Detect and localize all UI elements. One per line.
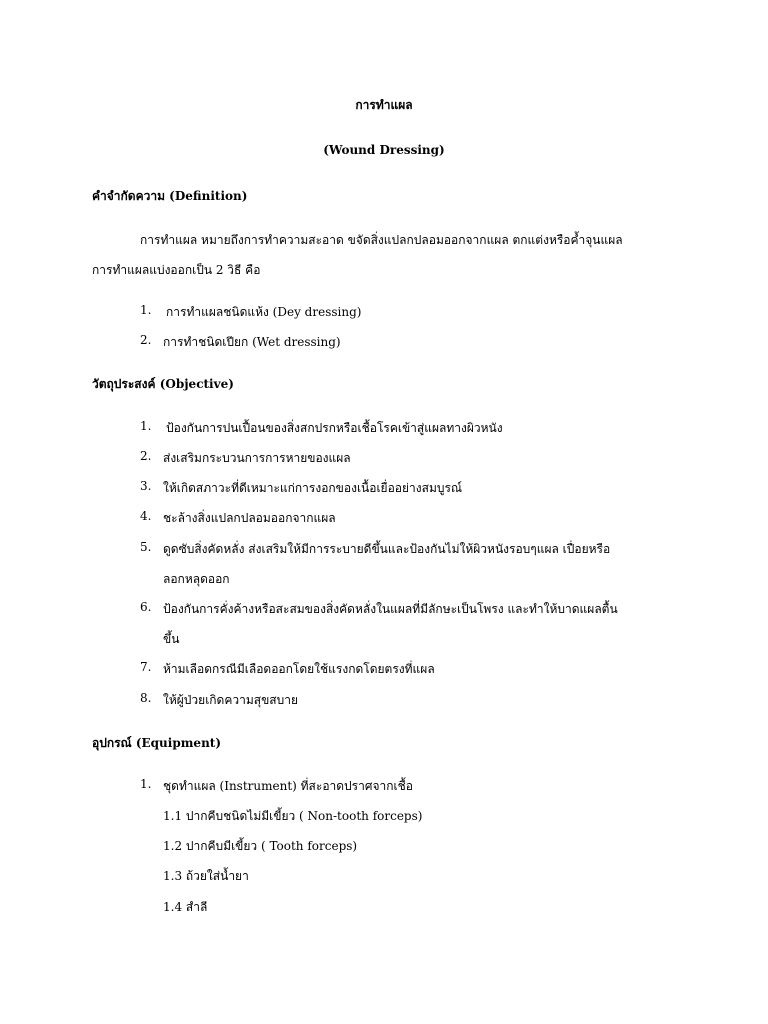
definition-paragraph-line2: การทำแผลแบ่งออกเป็น 2 วิธี คือ [92, 263, 261, 277]
objective-item-number: 4. [140, 509, 152, 523]
objective-item: ห้ามเลือดกรณีมีเลือดออกโดยใช้แรงกดโดยตรงที่แผล [163, 662, 435, 676]
objective-heading: วัตถุประสงค์ (Objective) [92, 377, 234, 391]
objective-item-number: 2. [140, 449, 152, 463]
objective-item-continuation: ขึ้น [163, 632, 180, 646]
definition-item: การทำชนิดเปียก (Wet dressing) [163, 335, 341, 349]
objective-item-number: 5. [140, 540, 152, 554]
objective-item-number: 7. [140, 660, 152, 674]
page-title: การทำแผล [355, 98, 413, 112]
definition-item-number: 1. [140, 303, 152, 317]
objective-item-number: 3. [140, 479, 152, 493]
objective-item-number: 1. [140, 419, 152, 433]
definition-item: การทำแผลชนิดแห้ง (Dey dressing) [166, 305, 362, 319]
objective-item-continuation: ลอกหลุดออก [163, 572, 230, 586]
equipment-heading: อุปกรณ์ (Equipment) [92, 736, 222, 750]
objective-item-number: 8. [140, 691, 152, 705]
page-subtitle: (Wound Dressing) [323, 143, 445, 157]
objective-item: ชะล้างสิ่งแปลกปลอมออกจากแผล [163, 511, 336, 525]
equipment-subitem: 1.2 ปากคีบมีเขี้ยว ( Tooth forceps) [163, 839, 358, 853]
equipment-subitem: 1.4 สำลี [163, 900, 208, 914]
objective-item: ป้องกันการปนเปื้อนของสิ่งสกปรกหรือเชื้อโรคเข้าสู่แผลทางผิวหนัง [166, 421, 503, 435]
objective-item: ส่งเสริมกระบวนการการหายของแผล [163, 451, 351, 465]
equipment-item-number: 1. [140, 777, 152, 791]
definition-paragraph-line1: การทำแผล หมายถึงการทำความสะอาด ขจัดสิ่งแปลกปลอมออกจากแผล ตกแต่งหรือค้ำจุนแผล [140, 233, 623, 247]
objective-item: ให้ผู้ป่วยเกิดความสุขสบาย [163, 693, 298, 707]
equipment-item: ชุดทำแผล (Instrument) ที่สะอาดปราศจากเชื้อ [163, 779, 413, 793]
objective-item: ดูดซับสิ่งคัดหลั่ง ส่งเสริมให้มีการระบายดีขึ้นและป้องกันไม่ให้ผิวหนังรอบๆแผล เปื่อยหรือ [163, 542, 611, 556]
objective-item-number: 6. [140, 600, 152, 614]
equipment-subitem: 1.3 ถ้วยใส่น้ำยา [163, 869, 249, 883]
objective-item: ป้องกันการคั่งค้างหรือสะสมของสิ่งคัดหลั่งในแผลที่มีลักษะเป็นโพรง และทำให้บาดแผลตื้น [163, 602, 618, 616]
objective-item: ให้เกิดสภาวะที่ดีเหมาะแก่การงอกของเนื้อเยื่ออย่างสมบูรณ์ [163, 481, 463, 495]
definition-heading: คำจำกัดความ (Definition) [92, 189, 248, 203]
definition-item-number: 2. [140, 333, 152, 347]
equipment-subitem: 1.1 ปากคีบชนิดไม่มีเขี้ยว ( Non-tooth forceps) [163, 809, 423, 823]
